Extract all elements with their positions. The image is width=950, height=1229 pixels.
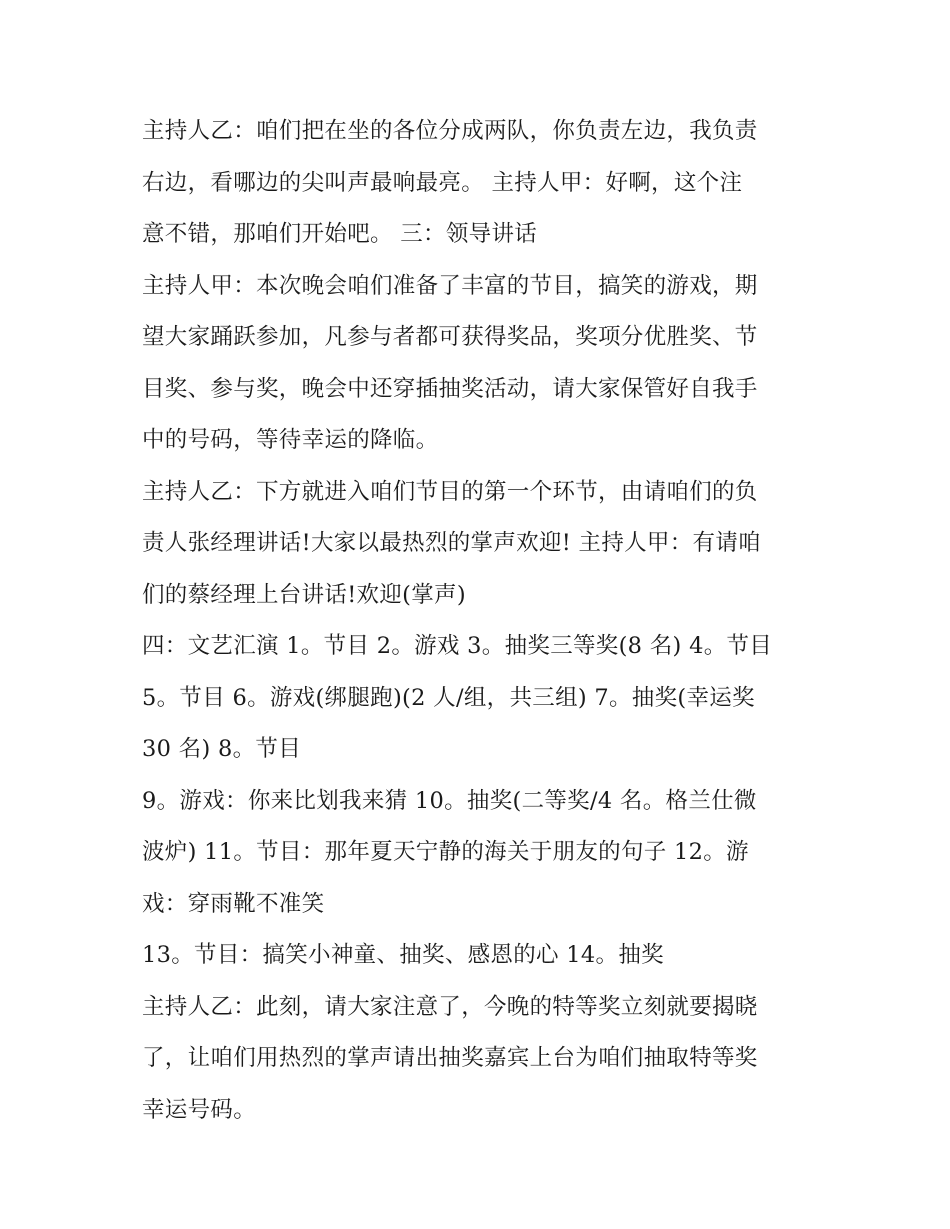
text-line: 13。节目：搞笑小神童、抽奖、感恩的心 14。抽奖 (142, 942, 664, 968)
text-line: 幸运号码。 (142, 1096, 257, 1123)
text-line: 右边，看哪边的尖叫声最响最亮。 主持人甲：好啊，这个注 (142, 169, 743, 196)
text-line: 四：文艺汇演 1。节目 2。游戏 3。抽奖三等奖(8 名) 4。节目 (142, 633, 773, 659)
text-line: 主持人乙：此刻，请大家注意了，今晚的特等奖立刻就要揭晓 (142, 993, 758, 1020)
text-line: 主持人乙：下方就进入咱们节目的第一个环节，由请咱们的负 (142, 478, 758, 505)
text-line: 戏：穿雨靴不准笑 (142, 890, 325, 917)
document-page (142, 108, 832, 1138)
text-line: 30 名) 8。节目 (142, 736, 302, 762)
text-line: 们的蔡经理上台讲话!欢迎(掌声) (142, 581, 466, 608)
text-line: 目奖、参与奖，晚会中还穿插抽奖活动，请大家保管好自我手 (142, 375, 758, 402)
text-line: 意不错，那咱们开始吧。 三：领导讲话 (142, 221, 538, 247)
text-line: 9。游戏：你来比划我来猜 10。抽奖(二等奖/4 名。格兰仕微 (142, 787, 757, 814)
text-line: 中的号码，等待幸运的降临。 (142, 427, 439, 453)
text-line: 主持人乙：咱们把在坐的各位分成两队，你负责左边，我负责 (142, 118, 758, 144)
text-line: 波炉) 11。节目：那年夏天宁静的海关于朋友的句子 12。游 (142, 839, 749, 865)
text-line: 主持人甲：本次晚会咱们准备了丰富的节目，搞笑的游戏，期 (142, 272, 758, 299)
text-line: 责人张经理讲话!大家以最热烈的掌声欢迎! 主持人甲：有请咱 (142, 530, 761, 556)
text-line: 了，让咱们用热烈的掌声请出抽奖嘉宾上台为咱们抽取特等奖 (142, 1045, 758, 1071)
text-line: 5。节目 6。游戏(绑腿跑)(2 人/组，共三组) 7。抽奖(幸运奖 (142, 684, 755, 711)
text-line: 望大家踊跃参加，凡参与者都可获得奖品，奖项分优胜奖、节 (142, 324, 758, 350)
